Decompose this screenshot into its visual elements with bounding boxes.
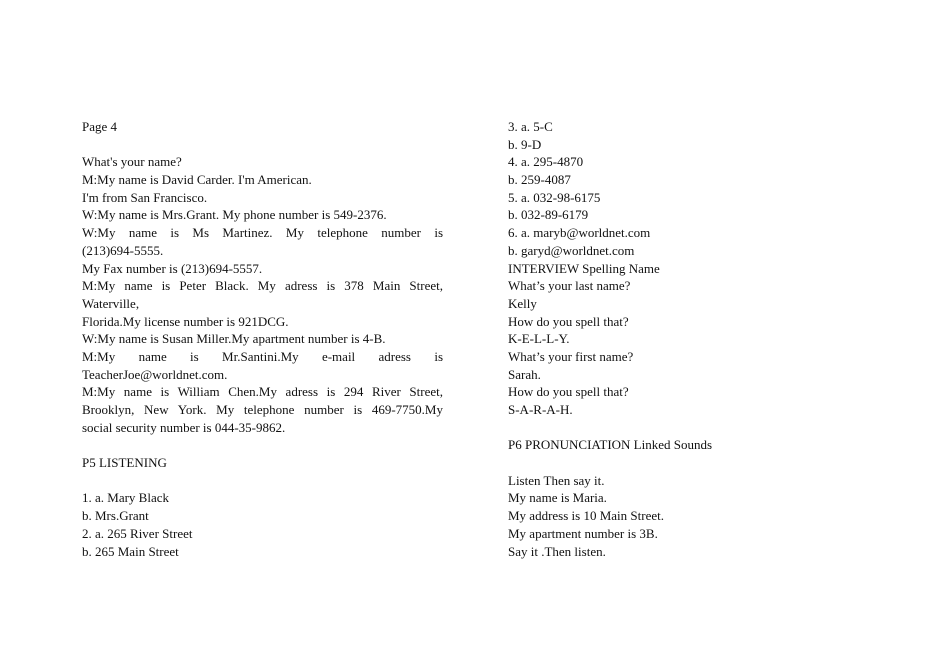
text-line: What’s your last name? bbox=[508, 278, 631, 294]
text-line: social security number is 044-35-9862. bbox=[82, 419, 286, 435]
list-item: b. 9-D bbox=[508, 136, 542, 152]
section-title: P5 LISTENING bbox=[82, 455, 167, 471]
spacer bbox=[82, 436, 443, 454]
spacer bbox=[82, 472, 443, 490]
section-title: P6 PRONUNCIATION Linked Sounds bbox=[508, 437, 713, 453]
list-item: b. garyd@worldnet.com bbox=[508, 242, 635, 258]
section-title: INTERVIEW Spelling Name bbox=[508, 260, 660, 276]
text-line: M:My name is Peter Black. My adress is 378 Main Street, bbox=[82, 278, 443, 294]
text-line: TeacherJoe@worldnet.com. bbox=[82, 366, 228, 382]
spacer bbox=[82, 136, 443, 154]
list-item: b. 265 Main Street bbox=[82, 543, 179, 559]
list-item: b. 032-89-6179 bbox=[508, 207, 589, 223]
text-line: Brooklyn, New York. My telephone number is 469-7750.My bbox=[82, 402, 443, 417]
text-line: K-E-L-L-Y. bbox=[508, 331, 570, 347]
text-line: S-A-R-A-H. bbox=[508, 402, 573, 417]
spacer bbox=[508, 454, 828, 472]
text-line: Say it .Then listen. bbox=[508, 543, 606, 559]
text-line: W:My name is Mrs.Grant. My phone number is 549-2376. bbox=[82, 207, 387, 223]
text-line: M:My name is William Chen.My adress is 294 River Street, bbox=[82, 384, 443, 400]
text-line: Waterville, bbox=[82, 295, 140, 311]
text-line: Florida.My license number is 921DCG. bbox=[82, 313, 289, 329]
list-item: 5. a. 032-98-6175 bbox=[508, 189, 601, 205]
text-line: My name is Maria. bbox=[508, 490, 607, 506]
text-line: M:My name is Mr.Santini.My e-mail adress is bbox=[82, 348, 443, 364]
right-column bbox=[508, 118, 828, 560]
text-line: What’s your first name? bbox=[508, 348, 634, 364]
text-line: Kelly bbox=[508, 295, 537, 311]
text-line: I'm from San Francisco. bbox=[82, 189, 208, 205]
text-line: W:My name is Susan Miller.My apartment number is 4-B. bbox=[82, 331, 386, 347]
text-line: My address is 10 Main Street. bbox=[508, 508, 664, 524]
text-line: W:My name is Ms Martinez. My telephone number is bbox=[82, 225, 443, 241]
list-item: 3. a. 5-C bbox=[508, 119, 553, 134]
text-line: (213)694-5555. bbox=[82, 242, 164, 258]
list-item: 1. a. Mary Black bbox=[82, 490, 170, 506]
section-title: What's your name? bbox=[82, 154, 182, 170]
page-label: Page 4 bbox=[82, 119, 118, 134]
text-line: Listen Then say it. bbox=[508, 472, 605, 488]
list-item: 4. a. 295-4870 bbox=[508, 154, 584, 170]
text-line: M:My name is David Carder. I'm American. bbox=[82, 172, 312, 188]
list-item: b. Mrs.Grant bbox=[82, 508, 149, 524]
list-item: 2. a. 265 River Street bbox=[82, 525, 193, 541]
spacer bbox=[508, 419, 828, 437]
text-line: How do you spell that? bbox=[508, 384, 629, 400]
list-item: b. 259-4087 bbox=[508, 172, 571, 188]
list-item: 6. a. maryb@worldnet.com bbox=[508, 225, 651, 241]
text-line: How do you spell that? bbox=[508, 313, 629, 329]
text-line: My apartment number is 3B. bbox=[508, 525, 658, 541]
text-line: My Fax number is (213)694-5557. bbox=[82, 260, 263, 276]
text-line: Sarah. bbox=[508, 366, 541, 382]
left-column bbox=[82, 118, 443, 560]
